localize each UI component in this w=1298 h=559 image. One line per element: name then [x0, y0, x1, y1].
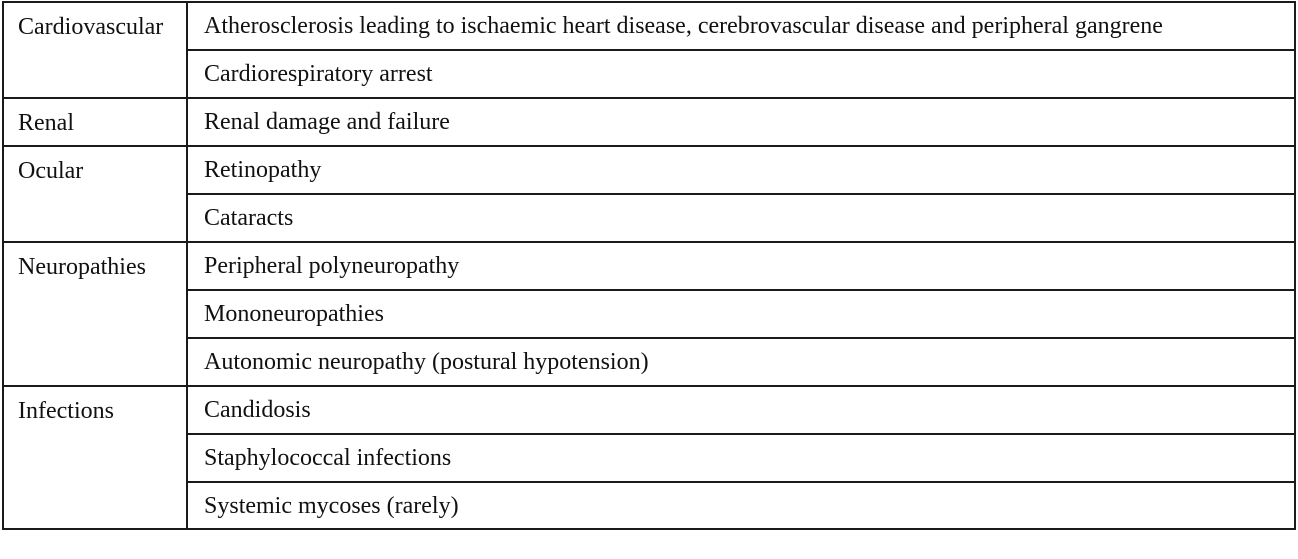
item-cell: Systemic mycoses (rarely): [187, 482, 1295, 529]
table-row: [3, 194, 1295, 242]
item-cell: Peripheral polyneuropathy: [187, 242, 1295, 290]
category-cell-infections: Infections: [3, 386, 187, 529]
category-cell-ocular: Ocular: [3, 146, 187, 242]
item-cell: Mononeuropathies: [187, 290, 1295, 338]
item-cell: Atherosclerosis leading to ischaemic heart disease, cerebrovascular disease and peripheral gangrene: [187, 2, 1295, 50]
category-cell-cardiovascular: Cardiovascular: [3, 2, 187, 98]
category-cell-neuropathies: Neuropathies: [3, 242, 187, 386]
table-row: [3, 242, 1295, 290]
table-row: [3, 2, 1295, 50]
table-row: [3, 338, 1295, 386]
table-row: [3, 50, 1295, 98]
table-row: [3, 146, 1295, 194]
item-cell: Cataracts: [187, 194, 1295, 242]
category-cell-renal: Renal: [3, 98, 187, 146]
complications-table: [2, 1, 1296, 530]
table-row: [3, 386, 1295, 434]
table-row: [3, 434, 1295, 482]
item-cell: Cardiorespiratory arrest: [187, 50, 1295, 98]
item-cell: Autonomic neuropathy (postural hypotension): [187, 338, 1295, 386]
item-cell: Candidosis: [187, 386, 1295, 434]
table-row: [3, 482, 1295, 529]
item-cell: Renal damage and failure: [187, 98, 1295, 146]
table-row: [3, 98, 1295, 146]
item-cell: Retinopathy: [187, 146, 1295, 194]
table-row: [3, 290, 1295, 338]
item-cell: Staphylococcal infections: [187, 434, 1295, 482]
